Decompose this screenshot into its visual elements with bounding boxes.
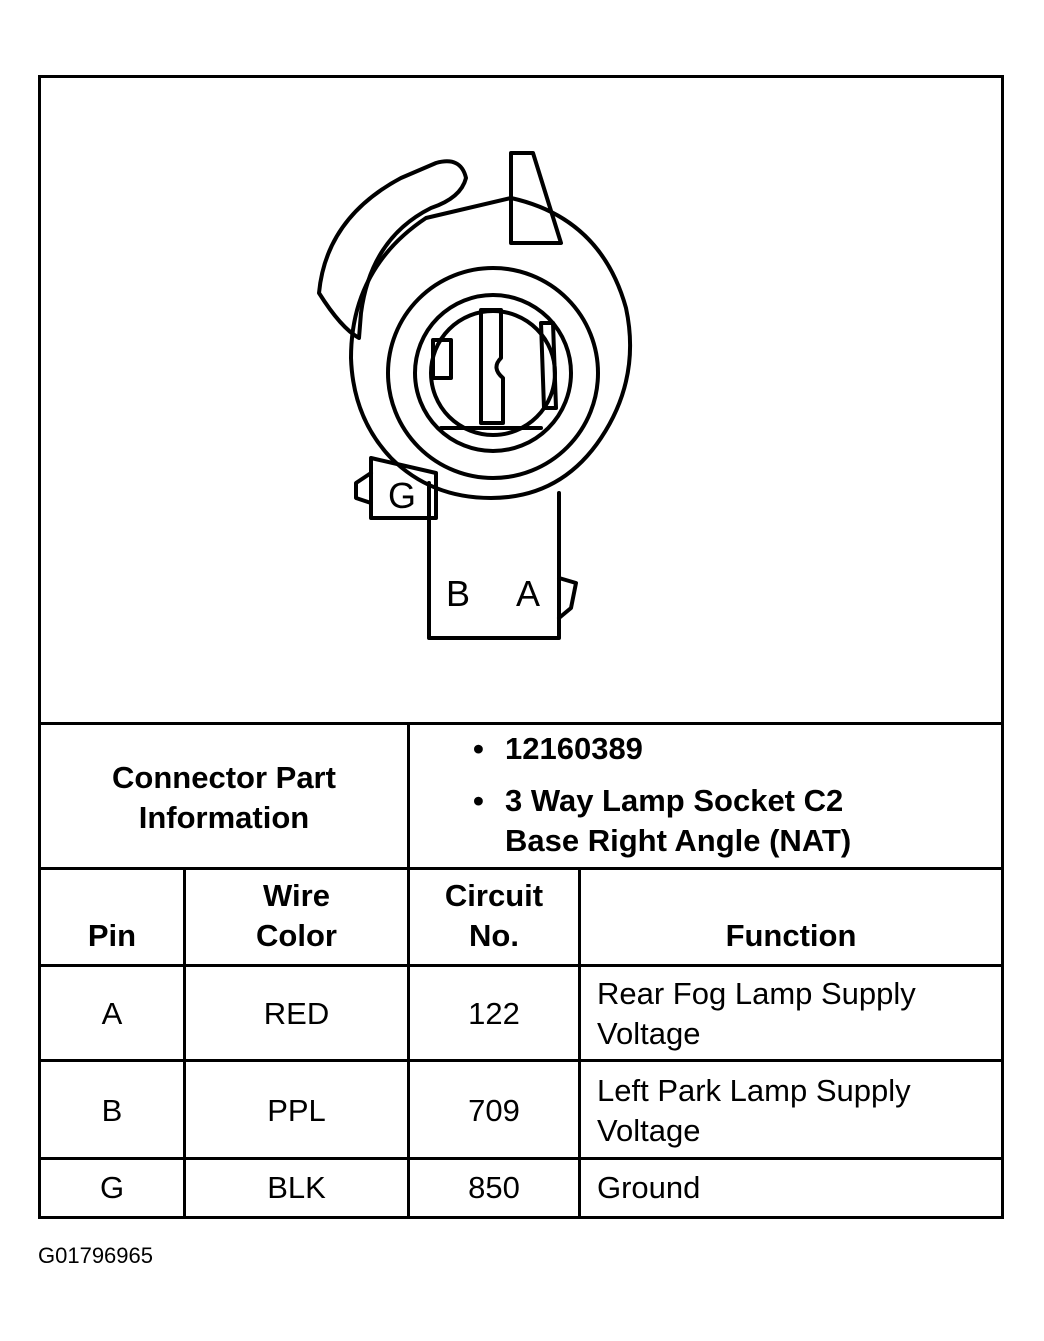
lamp-socket-drawing [41, 78, 1001, 724]
part-number: 12160389 [505, 731, 643, 766]
part-description-line1: 3 Way Lamp Socket C2 [505, 783, 844, 818]
bullet-part-number: • [473, 731, 484, 766]
pin-label-g: G [388, 475, 417, 516]
row-b-function: Left Park Lamp Supply Voltage [597, 1073, 911, 1148]
row-g-wire-color: BLK [267, 1170, 326, 1205]
contact-right [541, 323, 556, 408]
pin-label-a: A [516, 573, 541, 614]
row-b-pin: B [101, 1093, 123, 1128]
row-g-function: Ground [597, 1170, 701, 1205]
part-info-label: Connector Part Information [112, 760, 336, 835]
row-b-wire-color: PPL [267, 1093, 326, 1128]
connector-figure-frame [38, 75, 1004, 1219]
contact-center [481, 310, 503, 423]
bullet-description: • [473, 783, 484, 818]
divider-diagram [41, 722, 1001, 725]
header-circuit-no: Circuit No. [444, 878, 544, 953]
row-a-wire-color: RED [263, 996, 330, 1031]
divider-part-info-vertical [407, 722, 410, 870]
row-b-circuit: 709 [468, 1093, 520, 1128]
header-function: Function [725, 918, 857, 953]
header-pin: Pin [87, 918, 137, 953]
row-g-circuit: 850 [468, 1170, 520, 1205]
figure-id: G01796965 [38, 1243, 153, 1268]
connector-diagram [41, 78, 1001, 724]
ab-terminal-housing [429, 483, 559, 638]
pin-label-b: B [446, 573, 471, 614]
header-wire-color: Wire Color [256, 878, 337, 953]
row-g-pin: G [99, 1170, 125, 1205]
row-a-function: Rear Fog Lamp Supply Voltage [597, 976, 916, 1051]
row-a-pin: A [101, 996, 123, 1031]
part-description-line2: Base Right Angle (NAT) [505, 823, 852, 858]
outer-ring [388, 268, 598, 478]
row-a-circuit: 122 [468, 996, 520, 1031]
